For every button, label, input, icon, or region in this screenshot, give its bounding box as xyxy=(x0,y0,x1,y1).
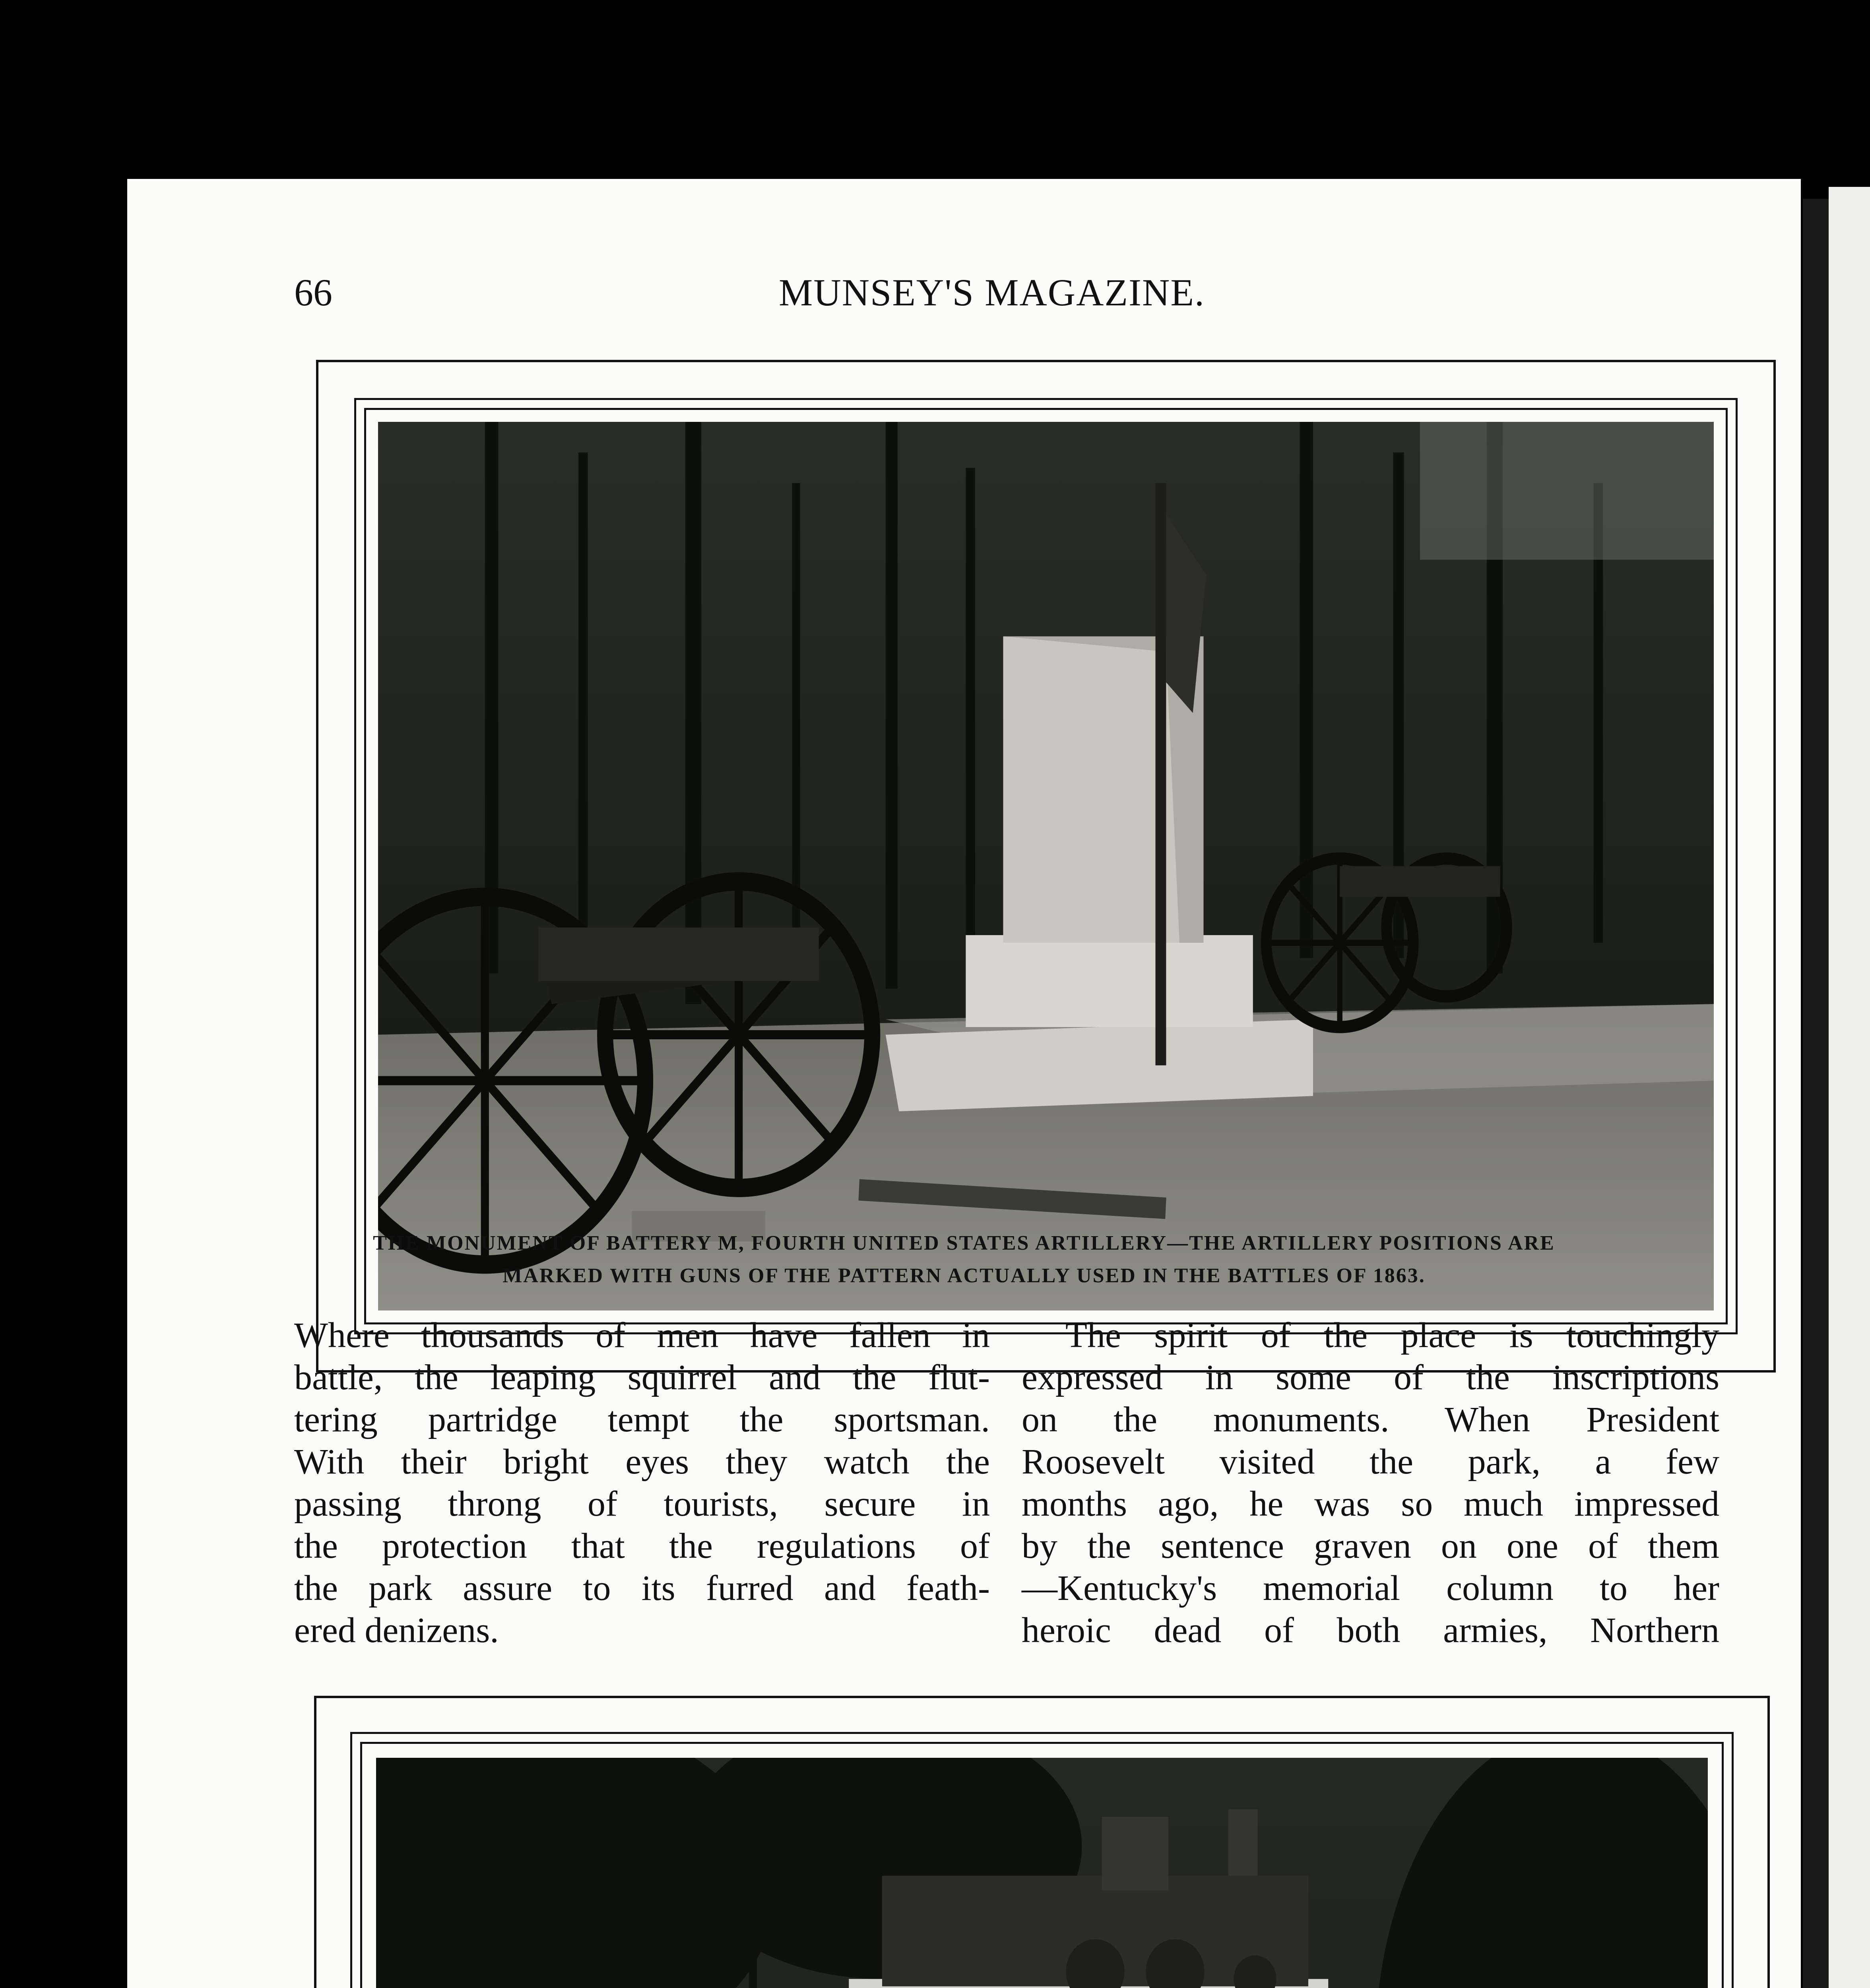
left-column-line: With their bright eyes they watch the xyxy=(294,1442,990,1481)
battery-m-monument-illustration xyxy=(378,422,1714,1310)
andrews-raiders-monument-illustration xyxy=(376,1758,1708,1988)
left-column-line: tering partridge tempt the sportsman. xyxy=(294,1400,990,1439)
right-column-line: by the sentence graven on one of them xyxy=(1022,1526,1719,1566)
figure1-frame xyxy=(316,360,1776,1373)
figure1-caption-line2: MARKED WITH GUNS OF THE PATTERN ACTUALLY USED IN THE BATTLES OF 1863. xyxy=(502,1264,1426,1287)
left-column-line: battle, the leaping squirrel and the flut- xyxy=(294,1358,990,1397)
right-column-line: months ago, he was so much impressed xyxy=(1022,1484,1719,1524)
left-column-line: the park assure to its furred and feath- xyxy=(294,1569,990,1608)
right-column-line: on the monuments. When President xyxy=(1022,1400,1719,1439)
left-column-line: passing throng of tourists, secure in xyxy=(294,1484,990,1524)
right-column-line: The spirit of the place is touchingly xyxy=(1065,1316,1719,1355)
left-column-line: ered denizens. xyxy=(294,1611,499,1650)
right-column-line: —Kentucky's memorial column to her xyxy=(1022,1569,1719,1608)
right-column-line: heroic dead of both armies, Northern xyxy=(1022,1611,1719,1650)
page-number: 66 xyxy=(294,271,332,314)
right-column-line: expressed in some of the inscriptions xyxy=(1022,1358,1719,1397)
left-column-line: the protection that the regulations of xyxy=(294,1526,990,1566)
adjacent-page-edge xyxy=(1829,187,1870,1988)
figure1-caption xyxy=(175,1227,1753,1292)
figure1-caption-line1: THE MONUMENT OF BATTERY M, FOURTH UNITED STATES ARTILLERY—THE ARTILLERY POSITIONS ARE xyxy=(373,1232,1555,1254)
figure2-frame xyxy=(314,1696,1770,1988)
magazine-page xyxy=(127,179,1801,1988)
right-column-line: Roosevelt visited the park, a few xyxy=(1022,1442,1719,1481)
battery-m-monument-photo xyxy=(378,422,1714,1310)
right-column xyxy=(1022,1314,1719,1652)
page-header xyxy=(294,270,1690,318)
andrews-raiders-monument-photo xyxy=(376,1758,1708,1988)
magazine-title: MUNSEY'S MAGAZINE. xyxy=(779,271,1205,314)
left-column xyxy=(294,1314,990,1652)
left-column-line: Where thousands of men have fallen in xyxy=(294,1316,990,1355)
